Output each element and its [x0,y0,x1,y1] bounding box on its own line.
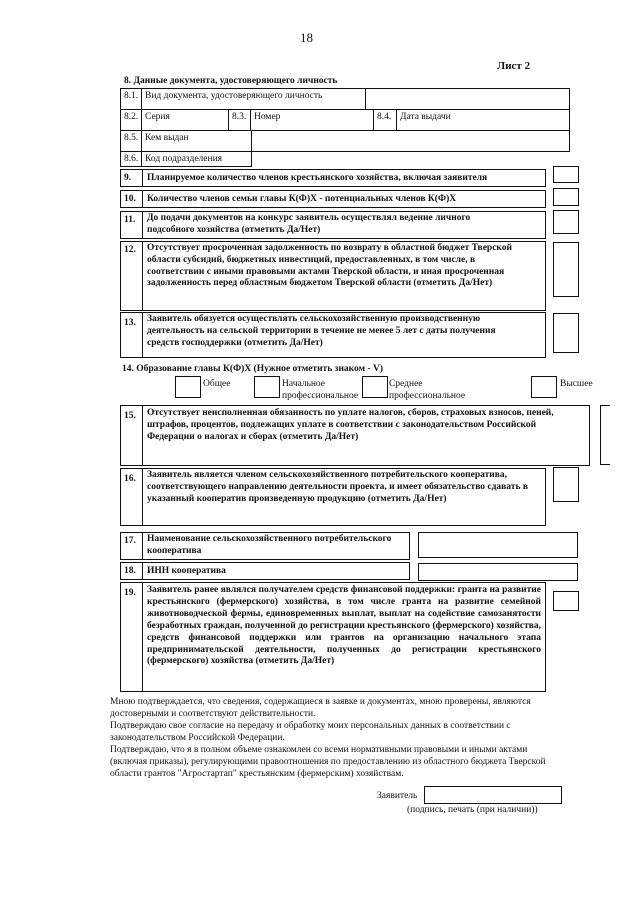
education-higher-checkbox[interactable] [531,376,557,398]
section8-title: 8. Данные документа, удостоверяющего личность [124,76,338,86]
issued-by-field[interactable] [251,130,570,152]
doc-type-field[interactable] [365,88,570,110]
question-12-text: Отсутствует просроченная задолженность по возврату в областной бюджет Тверской области субсидий, бюджетных инвестиций, предоставленных, в том числе, в соответствии с иными правовыми актами Тверской области, и иная просроченная задолженность перед областным бюджетом Тверской области (отметить Да/Нет) [147,243,512,289]
row-num: 8.6. [120,151,142,167]
series-label: Серия [141,109,229,131]
question-15-answer-box[interactable] [600,405,610,465]
question-11-answer-box[interactable] [553,210,579,234]
question-number: 9. [124,173,132,183]
row-num: 8.3. [228,109,251,131]
question-number: 17. [124,536,136,546]
question-16-answer-box[interactable] [553,467,579,502]
question-10-text: Количество членов семьи главы К(Ф)Х - потенциальных членов К(Ф)Х [147,194,457,204]
question-16-text: Заявитель является членом сельскохозяйственного потребительского кооператива, соответствующего направлению деятельности проекта, и имеет обязательство сдавать в указанный кооператив произведенную продукцию (отметить Да/Нет) [147,470,529,504]
question-19-answer-box[interactable] [553,591,579,611]
question-number: 19. [124,588,136,598]
education-secondary-checkbox[interactable] [362,376,388,398]
cooperative-name-field[interactable] [418,532,578,558]
signature-note: (подпись, печать (при наличии)) [407,805,538,815]
question-number: 16. [124,474,136,484]
education-higher-label: Высшее [560,379,593,389]
confirmation-paragraph: Мною подтверждается, что сведения, содержащиеся в заявке и документах, мною проверены, являются достоверными и соответствуют действительности. [110,697,531,719]
question-11-text: До подачи документов на конкурс заявитель осуществлял ведение личного подсобного хозяйства (отметить Да/Нет) [147,213,471,235]
question-13-text: Заявитель обязуется осуществлять сельскохозяйственную производственную деятельность на сельской территории в течение не менее 5 лет с даты получения средств господдержки (отметить Да/Нет) [147,314,496,348]
question-15-text: Отсутствует неисполненная обязанность по уплате налогов, сборов, страховых взносов, пеней, штрафов, процентов, подлежащих уплате в соответствии с законодательством Российской Федерации о налогах и сборах (отметить Да/Нет) [147,408,554,442]
issued-by-label: Кем выдан [141,130,252,152]
page-number: 18 [300,30,313,45]
acknowledgement-paragraph: Подтверждаю, что я в полном объеме ознакомлен со всеми нормативными правовыми и иными актами (включая приказы), регулирующими правоотношения по предоставлению из областного бюджета Тверской области грантов "Агростартап" крестьянским (фермерским) хозяйствам. [110,745,546,779]
question-number: 11. [124,215,136,225]
question-number: 10. [124,194,136,204]
doc-type-label: Вид документа, удостоверяющего личность [141,88,366,110]
education-primary-checkbox[interactable] [254,376,280,398]
row-num: 8.1. [120,88,142,110]
education-general-checkbox[interactable] [175,376,201,398]
division-code-field[interactable] [251,151,570,167]
question-12-answer-box[interactable] [553,242,579,297]
issue-date-label: Дата выдачи [396,109,570,131]
row-num: 8.5. [120,130,142,152]
question-17-text: Наименование сельскохозяйственного потребительского кооператива [147,534,392,556]
question-number: 15. [124,411,136,421]
education-general-label: Общее [203,379,231,389]
question-9-text: Планируемое количество членов крестьянского хозяйства, включая заявителя [147,173,488,183]
question-18-text: ИНН кооператива [147,566,226,576]
question-number: 13. [124,318,136,328]
question-13-answer-box[interactable] [553,313,579,353]
cooperative-inn-field[interactable] [418,563,578,581]
education-primary-label: Начальное профессиональное [282,379,359,401]
education-secondary-label: Среднее профессиональное [389,379,466,401]
number-label: Номер [250,109,374,131]
applicant-label: Заявитель [377,791,418,801]
question-10-answer-box[interactable] [553,188,579,206]
sheet-label: Лист 2 [497,60,531,72]
consent-paragraph: Подтверждаю свое согласие на передачу и обработку моих персональных данных в соответствии с законодательством Российской Федерации. [110,721,511,743]
question-9-answer-box[interactable] [553,166,579,183]
question-number: 18. [124,566,136,576]
question-number: 12. [124,245,136,255]
row-num: 8.2. [120,109,142,131]
section14-title: 14. Образование главы К(Ф)Х (Нужное отметить знаком - V) [122,364,383,374]
signature-field[interactable] [424,786,562,804]
row-num: 8.4. [373,109,397,131]
division-code-label: Код подразделения [141,151,252,167]
question-19-text: Заявитель ранее являлся получателем средств финансовой поддержки: гранта на развитие крестьянского (фермерского) хозяйства, в том числе гранта на развитие семейной животноводческой фермы, единовременных выплат, выплат на содействие самозанятости безработных граждан, полученной до регистрации крестьянского (фермерского) хозяйства, средств финансовой поддержки или грантов на организацию начального этапа предпринимательской деятельности, полученных до регистрации крестьянского (фермерского) хозяйства (отметить Да/Нет) [147,585,541,667]
